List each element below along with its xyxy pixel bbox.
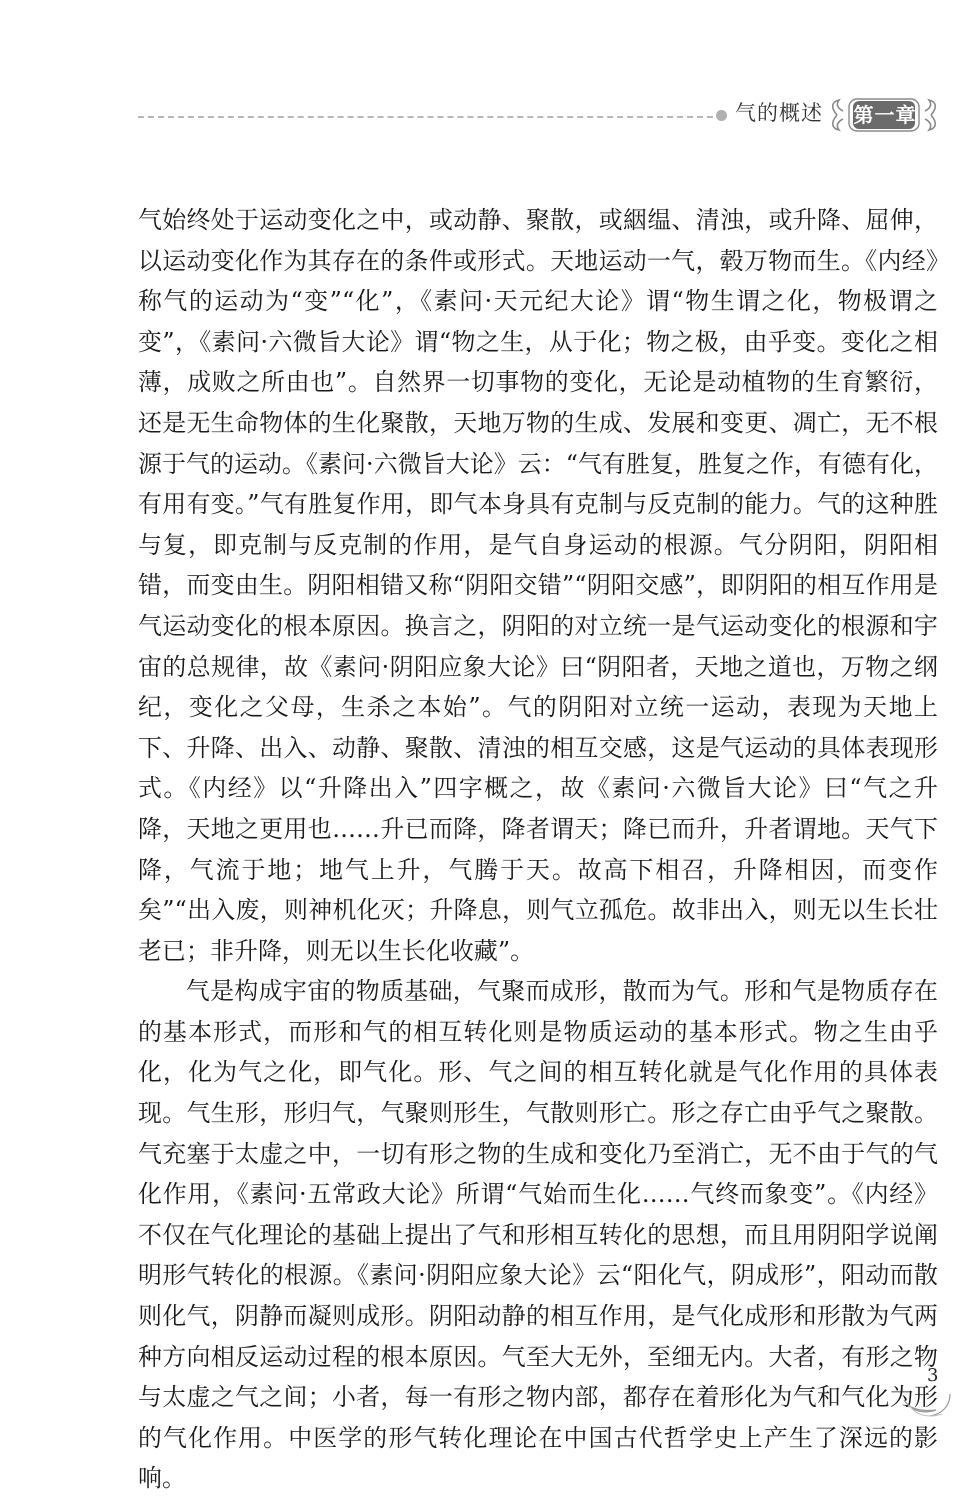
header-bullet-dot <box>716 110 727 121</box>
chapter-label: 第一章 <box>853 103 917 127</box>
page-number: 3 <box>927 1365 939 1386</box>
section-title: 气的概述 <box>735 101 823 125</box>
body-text <box>138 200 938 1499</box>
header-dashed-rule <box>138 116 713 118</box>
running-header <box>0 0 960 160</box>
page-number-ornament-icon <box>890 1356 960 1438</box>
paragraph-1: 气始终处于运动变化之中，或动静、聚散，或絪缊、清浊，或升降、屈伸，以运动变化作为其存在的条件或形式。天地运动一气，毂万物而生。《内经》称气的运动为“变”“化”，《素问·天元纪大论》谓“物生谓之化，物极谓之变”，《素问·六微旨大论》谓“物之生，从于化；物之极，由乎变。变化之相薄，成败之所由也”。自然界一切事物的变化，无论是动植物的生育繁衍，还是无生命物体的生化聚散，天地万物的生成、发展和变更、凋亡，无不根源于气的运动。《素问·六微旨大论》云：“气有胜复，胜复之作，有德有化，有用有变。”气有胜复作用，即气本身具有克制与反克制的能力。气的这种胜与复，即克制与反克制的作用，是气自身运动的根源。气分阴阳，阴阳相错，而变由生。阴阳相错又称“阴阳交错”“阴阳交感”，即阴阳的相互作用是气运动变化的根本原因。换言之，阴阳的对立统一是气运动变化的根源和宇宙的总规律，故《素问·阴阳应象大论》曰“阴阳者，天地之道也，万物之纲纪，变化之父母，生杀之本始”。气的阴阳对立统一运动，表现为天地上下、升降、出入、动静、聚散、清浊的相互交感，这是气运动的具体表现形式。《内经》以“升降出入”四字概之，故《素问·六微旨大论》曰“气之升降，天地之更用也……升已而降，降者谓天；降已而升，升者谓地。天气下降，气流于地；地气上升，气腾于天。故高下相召，升降相因，而变作矣”“出入废，则神机化灭；升降息，则气立孤危。故非出入，则无以生长壮老已；非升降，则无以生长化收藏”。 <box>138 206 938 965</box>
paragraph-2: 气是构成宇宙的物质基础，气聚而成形，散而为气。形和气是物质存在的基本形式，而形和气的相互转化则是物质运动的基本形式。物之生由乎化，化为气之化，即气化。形、气之间的相互转化就是气化作用的具体表现。气生形，形归气，气聚则形生，气散则形亡。形之存亡由乎气之聚散。气充塞于太虚之中，一切有形之物的生成和变化乃至消亡，无不由于气的气化作用，《素问·五常政大论》所谓“气始而生化……气终而象变”。《内经》不仅在气化理论的基础上提出了气和形相互转化的思想，而且用阴阳学说阐明形气转化的根源。《素问·阴阳应象大论》云“阳化气，阴成形”，阳动而散则化气，阴静而凝则成形。阴阳动静的相互作用，是气化成形和形散为气两种方向相反运动过程的根本原因。气至大无外，至细无内。大者，有形之物与太虚之气之间；小者，每一有形之物内部，都存在着形化为气和气化为形的气化作用。中医学的形气转化理论在中国古代哲学史上产生了深远的影响。 <box>138 977 938 1493</box>
